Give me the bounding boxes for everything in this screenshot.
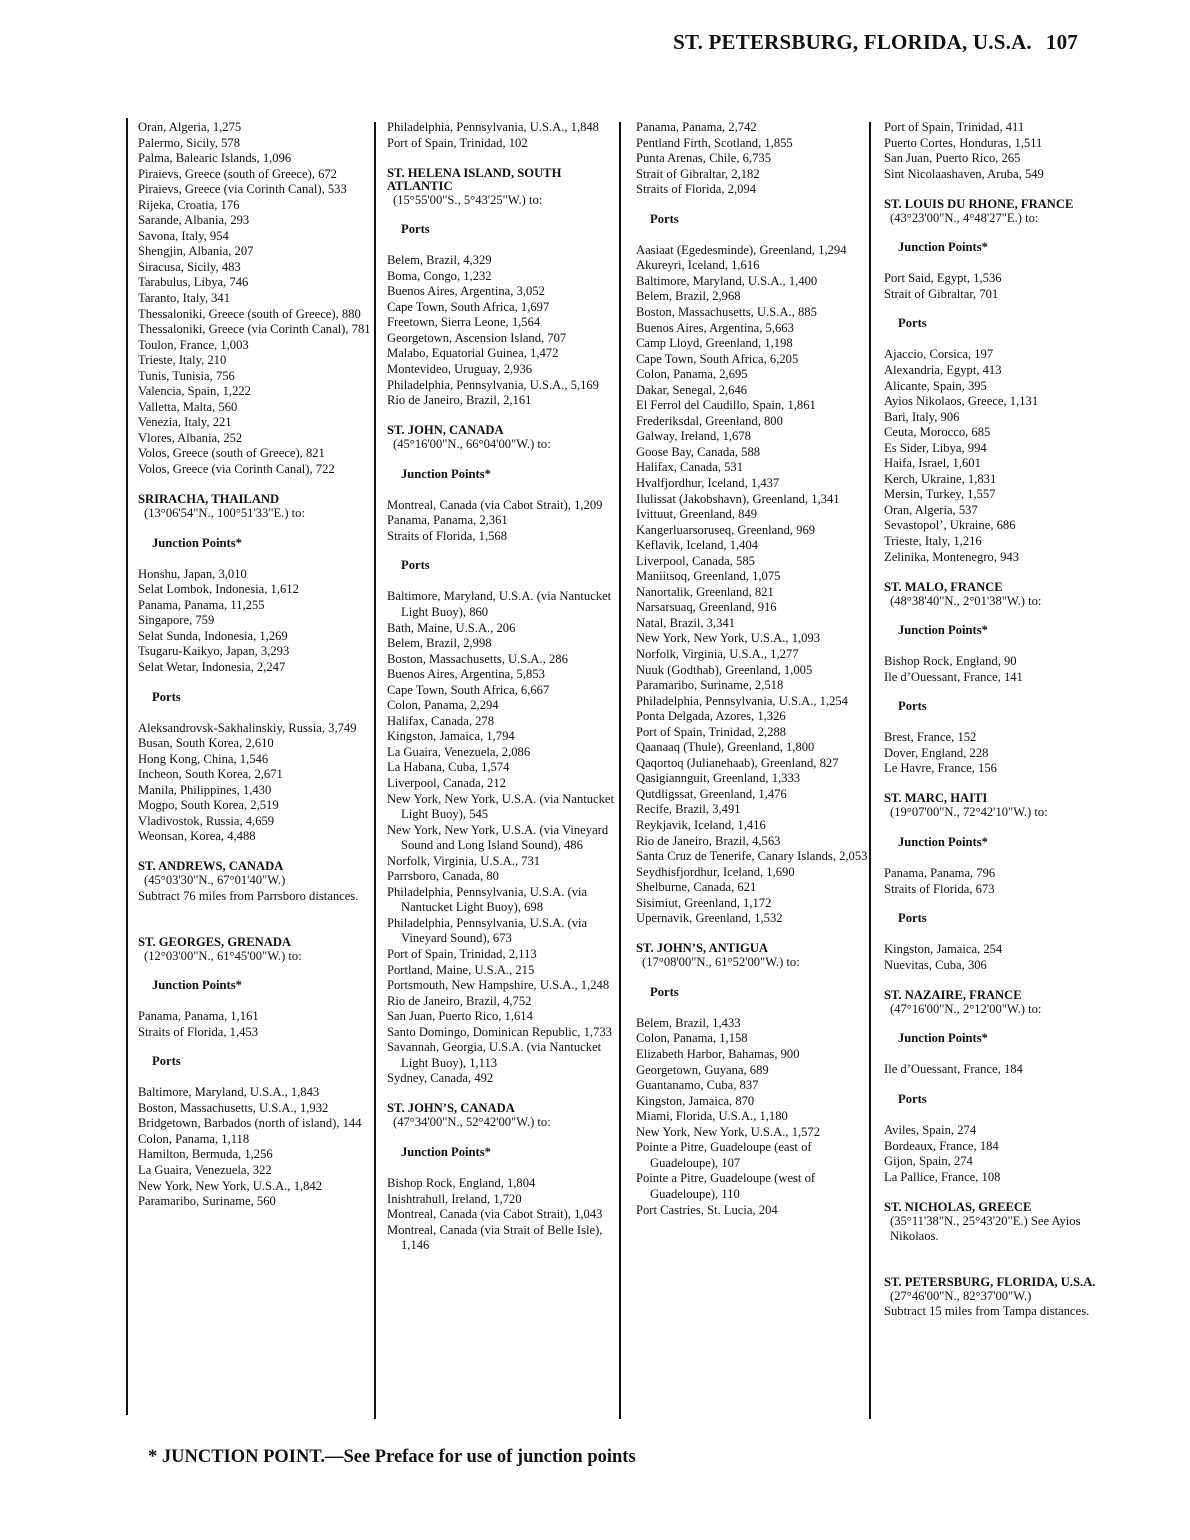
distance-entry: New York, New York, U.S.A. (via Vineyard Sound and Long Island Sound), 486	[387, 822, 609, 853]
distance-entry: Belem, Brazil, 1,433	[636, 1015, 741, 1030]
station-coordinates: (45°03'30"N., 67°01'40"W.)	[144, 873, 286, 888]
distance-entry: Tsugaru-Kaikyo, Japan, 3,293	[138, 644, 290, 659]
distance-entry: Vladivostok, Russia, 4,659	[138, 813, 275, 828]
distance-entry: Dakar, Senegal, 2,646	[636, 382, 748, 397]
distance-entry: Colon, Panama, 1,118	[138, 1131, 250, 1146]
distance-entry: Montreal, Canada (via Strait of Belle Isle), 1,146	[387, 1222, 603, 1253]
distance-entry: Montreal, Canada (via Cabot Strait), 1,209	[387, 497, 603, 512]
station-coordinates: (45°16'00"N., 66°04'00"W.) to:	[393, 437, 551, 452]
distance-entry: Port of Spain, Trinidad, 411	[884, 120, 1025, 134]
column-4	[884, 120, 1118, 1320]
station-coordinates: (48°38'40"N., 2°01'38"W.) to:	[890, 593, 1042, 608]
distance-entry: Sevastopol’, Ukraine, 686	[884, 518, 1016, 533]
station-title: ST. GEORGES, GRENADA	[138, 934, 292, 949]
distance-entry: Philadelphia, Pennsylvania, U.S.A. (via Nantucket Light Buoy), 698	[387, 884, 588, 915]
entry-list	[884, 271, 1118, 302]
distance-entry: Qaanaaq (Thule), Greenland, 1,800	[636, 740, 815, 755]
subsection-heading: Ports	[898, 1091, 927, 1106]
distance-entry: Port of Spain, Trinidad, 102	[387, 135, 528, 150]
entry-list	[884, 942, 1118, 973]
distance-entry: Strait of Gibraltar, 701	[884, 286, 999, 301]
station-block	[387, 1102, 621, 1131]
distance-entry: San Juan, Puerto Rico, 1,614	[387, 1009, 533, 1024]
distance-entry: Georgetown, Ascension Island, 707	[387, 330, 567, 345]
distance-entry: Seydhisfjordhur, Iceland, 1,690	[636, 864, 795, 879]
distance-entry: Palermo, Sicily, 578	[138, 135, 241, 150]
station-block	[884, 792, 1118, 821]
distance-entry: Oran, Algeria, 1,275	[138, 120, 242, 134]
subsection-heading: Junction Points*	[898, 623, 988, 638]
distance-entry: El Ferrol del Caudillo, Spain, 1,861	[636, 398, 816, 413]
distance-entry: Boston, Massachusetts, U.S.A., 885	[636, 304, 817, 319]
subsection-heading: Ports	[152, 689, 181, 704]
distance-entry: Alexandria, Egypt, 413	[884, 362, 1002, 377]
distance-entry: Buenos Aires, Argentina, 5,663	[636, 320, 794, 335]
column-rule	[126, 118, 128, 1415]
distance-entry: Panama, Panama, 11,255	[138, 597, 265, 612]
entry-list	[387, 253, 621, 408]
distance-entry: Hamilton, Bermuda, 1,256	[138, 1147, 273, 1162]
distance-entry: Port of Spain, Trinidad, 2,113	[387, 947, 537, 962]
footnote: * JUNCTION POINT.—See Preface for use of junction points	[148, 1447, 636, 1467]
distance-entry: Haifa, Israel, 1,601	[884, 456, 981, 471]
station-block	[884, 1276, 1118, 1320]
distance-entry: Elizabeth Harbor, Bahamas, 900	[636, 1047, 800, 1062]
entry-list	[387, 1176, 621, 1254]
distance-entry: Miami, Florida, U.S.A., 1,180	[636, 1109, 788, 1124]
distance-entry: Halifax, Canada, 531	[636, 460, 744, 475]
station-note: Subtract 76 miles from Parrsboro distances.	[138, 888, 359, 903]
distance-entry: Toulon, France, 1,003	[138, 337, 249, 352]
station-block	[138, 860, 372, 904]
distance-entry: Bishop Rock, England, 90	[884, 654, 1017, 669]
distance-entry: Thessaloniki, Greece (south of Greece), 880	[138, 306, 361, 321]
station-block	[884, 1201, 1118, 1245]
station-title: ST. LOUIS DU RHONE, FRANCE	[884, 196, 1074, 211]
distance-entry: La Guaira, Venezuela, 322	[138, 1162, 272, 1177]
distance-entry: Philadelphia, Pennsylvania, U.S.A., 1,848	[387, 120, 599, 134]
station-title: ST. NAZAIRE, FRANCE	[884, 987, 1022, 1002]
distance-entry: New York, New York, U.S.A., 1,093	[636, 631, 821, 646]
page-number: 107	[1045, 30, 1078, 54]
distance-entry: Nuevitas, Cuba, 306	[884, 957, 987, 972]
station-block	[636, 942, 870, 971]
distance-entry: Philadelphia, Pennsylvania, U.S.A. (via Vineyard Sound), 673	[387, 915, 588, 946]
distance-entry: Qutdligssat, Greenland, 1,476	[636, 786, 787, 801]
distance-entry: Philadelphia, Pennsylvania, U.S.A., 1,254	[636, 693, 848, 708]
distance-entry: Es Sider, Libya, 994	[884, 440, 987, 455]
distance-entry: Bari, Italy, 906	[884, 409, 960, 424]
distance-entry: Strait of Gibraltar, 2,182	[636, 166, 760, 181]
distance-entry: Ivittuut, Greenland, 849	[636, 507, 758, 522]
distance-entry: Belem, Brazil, 2,968	[636, 289, 741, 304]
entry-list	[387, 498, 621, 545]
distance-entry: Ilulissat (Jakobshavn), Greenland, 1,341	[636, 491, 840, 506]
distance-entry: Puerto Cortes, Honduras, 1,511	[884, 135, 1043, 150]
distance-entry: Ayios Nikolaos, Greece, 1,131	[884, 394, 1039, 409]
column-1	[138, 120, 372, 1210]
station-block	[138, 936, 372, 965]
distance-entry: Pointe a Pitre, Guadeloupe (east of Guadeloupe), 107	[636, 1140, 812, 1170]
distance-entry: New York, New York, U.S.A., 1,842	[138, 1178, 323, 1193]
distance-entry: Bordeaux, France, 184	[884, 1138, 999, 1153]
distance-entry: Sint Nicolaashaven, Aruba, 549	[884, 166, 1044, 181]
distance-entry: Gijon, Spain, 274	[884, 1154, 973, 1169]
distance-entry: Incheon, South Korea, 2,671	[138, 767, 283, 782]
distance-entry: Goose Bay, Canada, 588	[636, 444, 761, 459]
distance-entry: Aviles, Spain, 274	[884, 1122, 977, 1137]
distance-entry: Nuuk (Godthab), Greenland, 1,005	[636, 662, 813, 677]
distance-entry: Sarande, Albania, 293	[138, 213, 250, 228]
distance-entry: Valletta, Malta, 560	[138, 399, 238, 414]
station-title: ST. JOHN’S, CANADA	[387, 1101, 515, 1116]
distance-entry: Upernavik, Greenland, 1,532	[636, 911, 783, 926]
station-title: ST. ANDREWS, CANADA	[138, 859, 284, 874]
entry-list	[636, 120, 870, 198]
distance-entry: Rio de Janeiro, Brazil, 2,161	[387, 393, 532, 408]
station-title: ST. MARC, HAITI	[884, 791, 988, 806]
distance-entry: Liverpool, Canada, 585	[636, 553, 755, 568]
distance-entry: Sisimiut, Greenland, 1,172	[636, 895, 772, 910]
distance-entry: Nanortalik, Greenland, 821	[636, 584, 774, 599]
distance-entry: Recife, Brazil, 3,491	[636, 802, 741, 817]
distance-entry: Keflavik, Iceland, 1,404	[636, 538, 759, 553]
distance-entry: Volos, Greece (south of Greece), 821	[138, 446, 325, 461]
distance-entry: Ile d’Ouessant, France, 184	[884, 1062, 1023, 1077]
station-coordinates: (12°03'00"N., 61°45'00"W.) to:	[144, 948, 302, 963]
distance-entry: Kingston, Jamaica, 870	[636, 1093, 755, 1108]
entry-list	[387, 589, 621, 1087]
distance-entry: Baltimore, Maryland, U.S.A., 1,400	[636, 273, 818, 288]
distance-entry: Thessaloniki, Greece (via Corinth Canal), 781	[138, 322, 371, 337]
entry-list	[636, 243, 870, 927]
distance-entry: Frederiksdal, Greenland, 800	[636, 413, 783, 428]
distance-entry: Kangerluarsoruseq, Greenland, 969	[636, 522, 816, 537]
distance-entry: Bath, Maine, U.S.A., 206	[387, 620, 516, 635]
distance-entry: Buenos Aires, Argentina, 3,052	[387, 284, 545, 299]
distance-entry: Port of Spain, Trinidad, 2,288	[636, 724, 787, 739]
distance-entry: Boston, Massachusetts, U.S.A., 286	[387, 651, 568, 666]
entry-list	[636, 1016, 870, 1218]
distance-entry: Qasigiannguit, Greenland, 1,333	[636, 771, 801, 786]
distance-entry: Malabo, Equatorial Guinea, 1,472	[387, 346, 559, 361]
distance-entry: Rio de Janeiro, Brazil, 4,752	[387, 993, 532, 1008]
distance-entry: Colon, Panama, 1,158	[636, 1031, 748, 1046]
entry-list	[884, 654, 1118, 685]
distance-entry: Le Havre, France, 156	[884, 761, 997, 776]
station-title: SRIRACHA, THAILAND	[138, 492, 280, 507]
distance-entry: Philadelphia, Pennsylvania, U.S.A., 5,169	[387, 377, 599, 392]
distance-entry: Aleksandrovsk-Sakhalinskiy, Russia, 3,749	[138, 720, 357, 735]
distance-entry: Straits of Florida, 1,568	[387, 528, 507, 543]
page-header	[673, 30, 1078, 55]
distance-entry: Inishtrahull, Ireland, 1,720	[387, 1191, 522, 1206]
subsection-heading: Junction Points*	[152, 535, 242, 550]
distance-entry: La Habana, Cuba, 1,574	[387, 760, 510, 775]
distance-entry: Cape Town, South Africa, 1,697	[387, 299, 550, 314]
distance-entry: Hvalfjordhur, Iceland, 1,437	[636, 475, 780, 490]
station-coordinates: (43°23'00"N., 4°48'27"E.) to:	[890, 210, 1039, 225]
distance-entry: Galway, Ireland, 1,678	[636, 429, 751, 444]
distance-entry: Norfolk, Virginia, U.S.A., 731	[387, 853, 541, 868]
distance-entry: Akureyri, Iceland, 1,616	[636, 258, 760, 273]
distance-entry: Rijeka, Croatia, 176	[138, 197, 240, 212]
distance-entry: Baltimore, Maryland, U.S.A. (via Nantucket Light Buoy), 860	[387, 589, 612, 619]
column-rule	[374, 122, 376, 1419]
distance-entry: Alicante, Spain, 395	[884, 378, 987, 393]
distance-entry: La Guaira, Venezuela, 2,086	[387, 744, 531, 759]
distance-entry: Dover, England, 228	[884, 745, 989, 760]
distance-entry: Straits of Florida, 673	[884, 881, 995, 896]
distance-entry: Bridgetown, Barbados (north of island), 144	[138, 1116, 362, 1131]
distance-entry: Pentland Firth, Scotland, 1,855	[636, 135, 793, 150]
distance-entry: Paramaribo, Suriname, 560	[138, 1194, 276, 1209]
distance-entry: Parrsboro, Canada, 80	[387, 869, 499, 884]
distance-entry: Sydney, Canada, 492	[387, 1071, 494, 1086]
subsection-heading: Ports	[650, 211, 679, 226]
entry-list	[884, 347, 1118, 565]
subsection-heading: Ports	[152, 1054, 181, 1069]
station-title: ST. JOHN’S, ANTIGUA	[636, 941, 769, 956]
distance-entry: Manila, Philippines, 1,430	[138, 782, 272, 797]
distance-entry: Montevideo, Uruguay, 2,936	[387, 362, 533, 377]
distance-entry: Panama, Panama, 796	[884, 866, 996, 881]
distance-entry: Ceuta, Morocco, 685	[884, 425, 991, 440]
column-3	[636, 120, 870, 1218]
station-block	[884, 989, 1118, 1018]
subsection-heading: Ports	[401, 222, 430, 237]
distance-entry: Straits of Florida, 2,094	[636, 182, 756, 197]
distance-entry: Valencia, Spain, 1,222	[138, 384, 251, 399]
distance-entry: Selat Lombok, Indonesia, 1,612	[138, 582, 299, 597]
station-note: Subtract 15 miles from Tampa distances.	[884, 1304, 1090, 1319]
station-title: ST. PETERSBURG, FLORIDA, U.S.A.	[884, 1274, 1096, 1289]
distance-entry: Kerch, Ukraine, 1,831	[884, 471, 997, 486]
distance-entry: Ajaccio, Corsica, 197	[884, 347, 994, 362]
distance-entry: Santa Cruz de Tenerife, Canary Islands, 2,053	[636, 849, 868, 864]
distance-entry: Straits of Florida, 1,453	[138, 1024, 258, 1039]
subsection-heading: Junction Points*	[401, 466, 491, 481]
distance-entry: Panama, Panama, 2,361	[387, 513, 508, 528]
distance-entry: Bishop Rock, England, 1,804	[387, 1176, 536, 1191]
distance-entry: Tarabulus, Libya, 746	[138, 275, 249, 290]
distance-entry: Taranto, Italy, 341	[138, 291, 231, 306]
distance-entry: Mogpo, South Korea, 2,519	[138, 798, 279, 813]
distance-entry: Belem, Brazil, 4,329	[387, 253, 492, 268]
distance-entry: Oran, Algeria, 537	[884, 502, 978, 517]
distance-entry: Colon, Panama, 2,294	[387, 698, 499, 713]
distance-entry: Rio de Janeiro, Brazil, 4,563	[636, 833, 781, 848]
distance-entry: Selat Sunda, Indonesia, 1,269	[138, 628, 288, 643]
distance-entry: Liverpool, Canada, 212	[387, 776, 506, 790]
distance-entry: Savona, Italy, 954	[138, 228, 229, 243]
entry-list	[884, 1062, 1118, 1078]
station-coordinates: (13°06'54"N., 100°51'33"E.) to:	[144, 506, 305, 521]
distance-entry: New York, New York, U.S.A., 1,572	[636, 1124, 821, 1139]
station-block	[387, 167, 621, 209]
distance-entry: Shengjin, Albania, 207	[138, 244, 254, 259]
distance-entry: Freetown, Sierra Leone, 1,564	[387, 315, 541, 330]
distance-entry: Weonsan, Korea, 4,488	[138, 829, 256, 844]
distance-entry: Selat Wetar, Indonesia, 2,247	[138, 659, 286, 674]
distance-entry: Panama, Panama, 2,742	[636, 120, 757, 134]
station-title: ST. HELENA ISLAND, SOUTH ATLANTIC	[387, 165, 562, 193]
subsection-heading: Junction Points*	[898, 240, 988, 255]
distance-entry: Piraievs, Greece (south of Greece), 672	[138, 166, 337, 181]
distance-entry: Maniitsoq, Greenland, 1,075	[636, 569, 781, 584]
subsection-heading: Ports	[898, 911, 927, 926]
entry-list	[138, 721, 372, 845]
station-block	[138, 493, 372, 522]
distance-entry: Cape Town, South Africa, 6,667	[387, 682, 550, 697]
station-coordinates: (17°08'00"N., 61°52'00"W.) to:	[642, 955, 800, 970]
distance-entry: Zelinika, Montenegro, 943	[884, 549, 1020, 564]
distance-entry: Shelburne, Canada, 621	[636, 880, 757, 895]
distance-entry: Paramaribo, Suriname, 2,518	[636, 678, 784, 693]
entry-list	[884, 866, 1118, 897]
distance-entry: Boma, Congo, 1,232	[387, 268, 492, 283]
distance-entry: Savannah, Georgia, U.S.A. (via Nantucket Light Buoy), 1,113	[387, 1040, 602, 1070]
distance-entry: Santo Domingo, Dominican Republic, 1,733	[387, 1024, 612, 1039]
entry-list	[138, 567, 372, 676]
distance-entry: Vlores, Albania, 252	[138, 430, 243, 445]
subsection-heading: Ports	[898, 699, 927, 714]
station-coordinates: (19°07'00"N., 72°42'10"W.) to:	[890, 805, 1048, 820]
distance-entry: Tunis, Tunisia, 756	[138, 368, 235, 383]
entry-list	[387, 120, 621, 151]
distance-entry: Guantanamo, Cuba, 837	[636, 1078, 759, 1093]
subsection-heading: Ports	[401, 558, 430, 573]
station-block	[387, 424, 621, 453]
distance-entry: Volos, Greece (via Corinth Canal), 722	[138, 462, 335, 477]
distance-entry: Colon, Panama, 2,695	[636, 367, 748, 382]
distance-entry: Kingston, Jamaica, 254	[884, 942, 1003, 957]
station-title: ST. JOHN, CANADA	[387, 423, 504, 438]
distance-entry: Camp Lloyd, Greenland, 1,198	[636, 336, 793, 351]
entry-list	[138, 1009, 372, 1040]
distance-entry: Norfolk, Virginia, U.S.A., 1,277	[636, 647, 799, 661]
distance-entry: Piraievs, Greece (via Corinth Canal), 533	[138, 182, 347, 197]
entry-list	[884, 730, 1118, 777]
distance-entry: La Pallice, France, 108	[884, 1169, 1001, 1184]
station-title: ST. MALO, FRANCE	[884, 579, 1003, 594]
station-coordinates: (15°55'00"S., 5°43'25"W.) to:	[393, 192, 543, 207]
distance-entry: Ile d’Ouessant, France, 141	[884, 669, 1023, 684]
distance-entry: Belem, Brazil, 2,998	[387, 636, 492, 651]
distance-entry: Kingston, Jamaica, 1,794	[387, 729, 515, 744]
distance-entry: Reykjavik, Iceland, 1,416	[636, 818, 766, 833]
distance-entry: Punta Arenas, Chile, 6,735	[636, 151, 772, 166]
distance-entry: Ponta Delgada, Azores, 1,326	[636, 709, 786, 724]
subsection-heading: Ports	[650, 984, 679, 999]
distance-entry: Boston, Massachusetts, U.S.A., 1,932	[138, 1100, 329, 1115]
station-coordinates: (47°16'00"N., 2°12'00"W.) to:	[890, 1001, 1042, 1016]
distance-entry: Portsmouth, New Hampshire, U.S.A., 1,248	[387, 978, 610, 993]
distance-entry: Pointe a Pitre, Guadeloupe (west of Guadeloupe), 110	[636, 1171, 816, 1201]
subsection-heading: Junction Points*	[401, 1144, 491, 1159]
distance-entry: Cape Town, South Africa, 6,205	[636, 351, 799, 366]
distance-entry: Halifax, Canada, 278	[387, 713, 495, 728]
distance-entry: Venezia, Italy, 221	[138, 415, 232, 430]
distance-entry: Honshu, Japan, 3,010	[138, 566, 247, 581]
distance-entry: Siracusa, Sicily, 483	[138, 259, 241, 274]
distance-entry: New York, New York, U.S.A. (via Nantucket Light Buoy), 545	[387, 791, 615, 822]
station-coordinates: (47°34'00"N., 52°42'00"W.) to:	[393, 1115, 551, 1130]
distance-entry: Busan, South Korea, 2,610	[138, 736, 274, 751]
distance-entry: Trieste, Italy, 1,216	[884, 533, 982, 548]
distance-entry: Mersin, Turkey, 1,557	[884, 487, 996, 502]
entry-list	[138, 120, 372, 478]
entry-list	[884, 120, 1118, 182]
distance-entry: Georgetown, Guyana, 689	[636, 1062, 769, 1077]
distance-entry: Qaqortoq (Julianehaab), Greenland, 827	[636, 755, 839, 770]
distance-entry: Aasiaat (Egedesminde), Greenland, 1,294	[636, 242, 847, 257]
distance-entry: Port Said, Egypt, 1,536	[884, 271, 1002, 286]
running-title: ST. PETERSBURG, FLORIDA, U.S.A.	[673, 30, 1032, 54]
entry-list	[138, 1085, 372, 1209]
distance-entry: San Juan, Puerto Rico, 265	[884, 151, 1021, 166]
distance-entry: Narsarsuaq, Greenland, 916	[636, 600, 777, 615]
subsection-heading: Ports	[898, 316, 927, 331]
distance-entry: Baltimore, Maryland, U.S.A., 1,843	[138, 1085, 320, 1100]
distance-entry: Brest, France, 152	[884, 730, 977, 745]
station-coordinates: (35°11'38"N., 25°43'20"E.) See Ayios Nikolaos.	[890, 1213, 1081, 1244]
distance-entry: Natal, Brazil, 3,341	[636, 615, 735, 630]
distance-entry: Portland, Maine, U.S.A., 215	[387, 962, 535, 977]
distance-entry: Hong Kong, China, 1,546	[138, 751, 269, 766]
subsection-heading: Junction Points*	[152, 978, 242, 993]
distance-entry: Singapore, 759	[138, 613, 215, 628]
distance-entry: Montreal, Canada (via Cabot Strait), 1,043	[387, 1207, 603, 1222]
entry-list	[884, 1123, 1118, 1185]
subsection-heading: Junction Points*	[898, 835, 988, 849]
station-block	[884, 198, 1118, 227]
column-2	[387, 120, 621, 1254]
station-title: ST. NICHOLAS, GREECE	[884, 1199, 1032, 1214]
distance-entry: Buenos Aires, Argentina, 5,853	[387, 667, 545, 682]
distance-entry: Palma, Balearic Islands, 1,096	[138, 151, 292, 166]
subsection-heading: Junction Points*	[898, 1031, 988, 1046]
distance-entry: Trieste, Italy, 210	[138, 353, 227, 368]
station-coordinates: (27°46'00"N., 82°37'00"W.)	[890, 1288, 1032, 1303]
distance-entry: Panama, Panama, 1,161	[138, 1009, 259, 1024]
station-block	[884, 581, 1118, 610]
distance-entry: Port Castries, St. Lucia, 204	[636, 1202, 778, 1217]
